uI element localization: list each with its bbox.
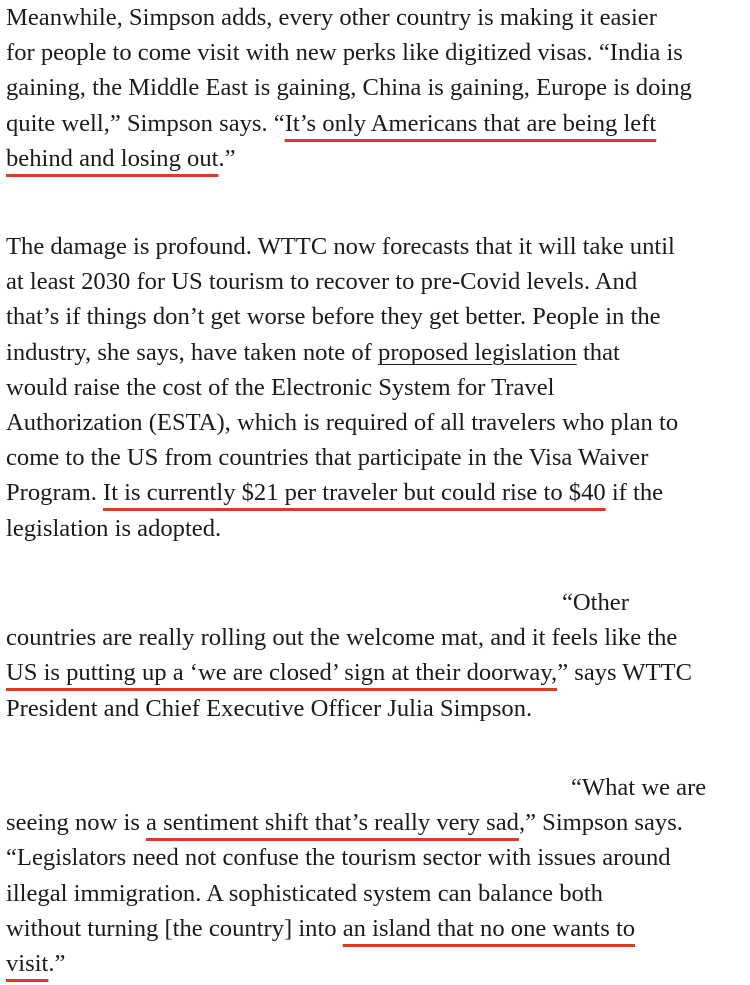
p2-line-9: legislation is adopted. [6, 514, 222, 542]
paragraph-1 [6, 0, 744, 176]
p2-line-4-post: that [576, 338, 620, 366]
proposed-legislation-link[interactable]: proposed legislation [378, 338, 577, 366]
p2-line-4-text: industry, she says, have taken note of [6, 338, 379, 366]
p4-line-6-post: .” [48, 949, 66, 977]
p4-line-2 [6, 805, 744, 840]
p1-line-3: gaining, the Middle East is gaining, China is gaining, Europe is doing [6, 74, 692, 102]
paragraph-2 [6, 229, 744, 546]
p2-line-2: at least 2030 for US tourism to recover to pre-Covid levels. And [6, 268, 638, 296]
p2-line-8 [6, 475, 744, 510]
highlighted-quote-cont: behind and losing out [6, 144, 219, 172]
p3-line-3-post: ” says WTTC [557, 659, 692, 687]
p2-line-4 [6, 335, 744, 370]
p1-line-2: for people to come visit with new perks like digitized visas. “India is [6, 39, 683, 67]
p2-line-7: come to the US from countries that participate in the Visa Waiver [6, 444, 649, 472]
highlighted-sentiment: a sentiment shift that’s really very sad [146, 809, 519, 837]
p2-line-5: would raise the cost of the Electronic System for Travel [6, 373, 555, 401]
p3-line-1: “Other [562, 589, 629, 616]
highlighted-island: an island that no one wants to [342, 914, 636, 942]
highlighted-island-cont: visit [6, 949, 49, 977]
p2-line-8-text: Program. [6, 479, 103, 507]
p1-line-4 [6, 106, 744, 141]
p3-line-4: President and Chief Executive Officer Julia Simpson. [6, 694, 533, 722]
p4-line-3: “Legislators need not confuse the tourism sector with issues around [6, 844, 671, 872]
p4-line-5 [6, 911, 744, 946]
p2-line-8-post: if the [605, 479, 664, 507]
p1-line-1: Meanwhile, Simpson adds, every other country is making it easier [6, 4, 657, 31]
p3-line-2: countries are really rolling out the welcome mat, and it feels like the [6, 624, 678, 652]
highlighted-closed-sign: US is putting up a ‘we are closed’ sign at their doorway, [6, 659, 558, 687]
p3-line-3 [6, 655, 744, 690]
p4-line-2-post: ,” Simpson says. [518, 809, 683, 837]
p1-line-4-text: quite well,” Simpson says. “ [6, 109, 285, 137]
paragraph-3 [6, 585, 744, 726]
highlighted-quote: It’s only Americans that are being left [284, 109, 657, 137]
p4-line-1: “What we are [571, 774, 707, 801]
p2-line-1: The damage is profound. WTTC now forecasts that it will take until [6, 233, 675, 260]
p4-line-5-text: without turning [the country] into [6, 914, 343, 942]
p1-line-5 [6, 141, 744, 176]
p4-line-2-text: seeing now is [6, 809, 147, 837]
paragraph-4 [6, 770, 744, 981]
p4-line-6 [6, 946, 744, 981]
p1-line-5-text: .” [218, 144, 236, 172]
p2-line-6: Authorization (ESTA), which is required of all travelers who plan to [6, 408, 679, 436]
p4-line-4: illegal immigration. A sophisticated system can balance both [6, 879, 603, 907]
p2-line-3: that’s if things don’t get worse before they get better. People in the [6, 303, 661, 331]
highlighted-fee: It is currently $21 per traveler but could rise to $40 [103, 479, 606, 507]
